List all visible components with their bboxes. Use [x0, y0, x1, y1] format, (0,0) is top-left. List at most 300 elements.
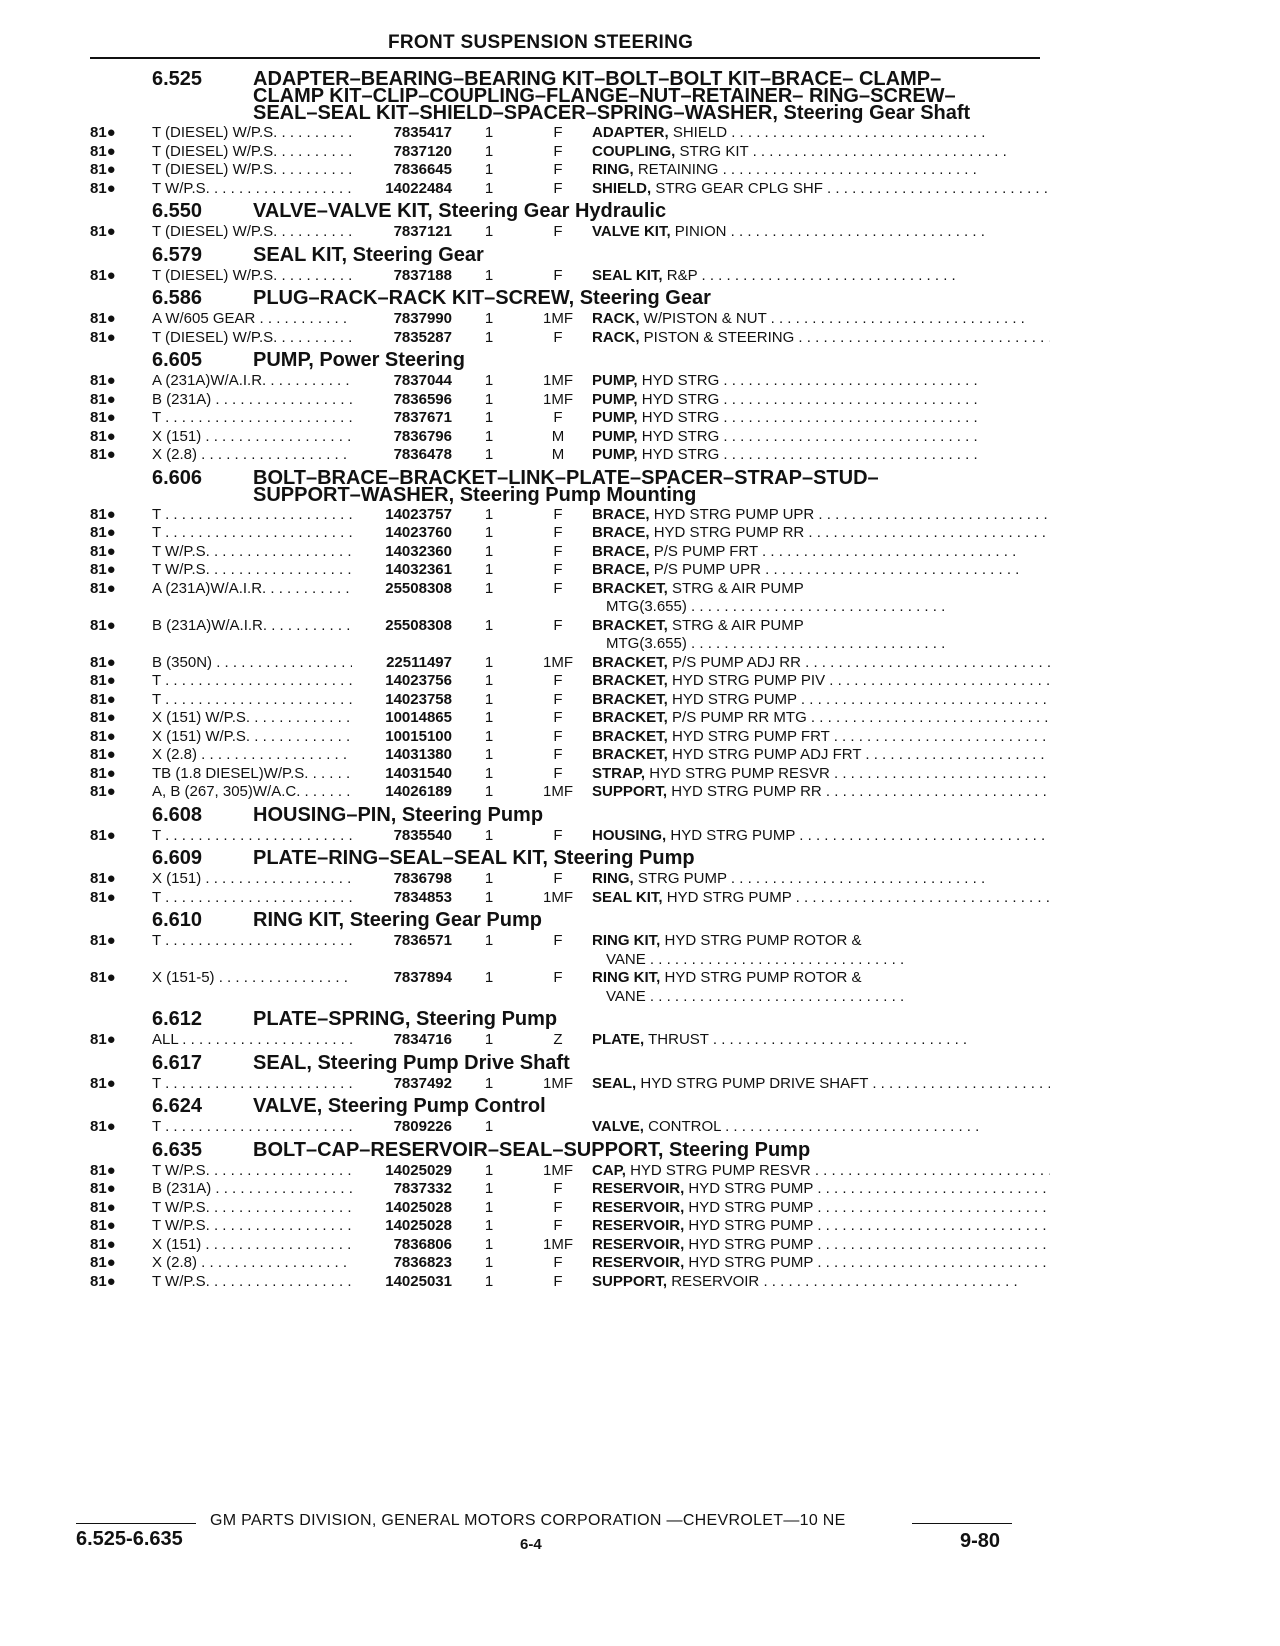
- catalog-section: [90, 848, 1050, 907]
- table-row: [90, 870, 1050, 889]
- quantity: 1: [484, 142, 494, 160]
- description-keyword: BRACE,: [592, 561, 650, 578]
- description-keyword: SHIELD,: [592, 179, 652, 197]
- section-title-desc: Steering Pump Drive Shaft: [317, 1051, 570, 1074]
- section-title-line: [253, 1008, 1050, 1030]
- section-title-desc: Power Steering: [319, 349, 465, 371]
- application: T . . .: [152, 1118, 352, 1137]
- source-code: 1MF: [543, 310, 573, 327]
- section-title-name: VALVE,: [253, 1095, 323, 1117]
- section-title-name: SUPPORT–WASHER,: [253, 483, 455, 506]
- description-line: [592, 1031, 1050, 1050]
- description-line: [592, 672, 1050, 691]
- model-year-code: 81●: [90, 409, 116, 426]
- table-row: [90, 709, 1050, 728]
- description-keyword: PUMP,: [592, 390, 638, 408]
- part-description: [592, 765, 1050, 784]
- description-text: HYD STRG PUMP RR: [653, 524, 805, 541]
- table-row: [90, 827, 1050, 846]
- description-continuation: MTG(3.655) . . .: [592, 598, 1050, 617]
- table-row: [90, 728, 1050, 747]
- part-description: [592, 1273, 1050, 1292]
- section-title: [253, 69, 1050, 122]
- description-text: THRUST: [648, 1031, 709, 1048]
- description-text: HYD STRG PUMP: [688, 1217, 814, 1234]
- source-code: F: [553, 223, 563, 240]
- source-code: F: [553, 1180, 563, 1197]
- table-row: [90, 1118, 1050, 1137]
- quantity: 1: [484, 223, 494, 240]
- part-number: 7835540: [393, 826, 452, 844]
- table-row: [90, 310, 1050, 329]
- source-code: F: [553, 616, 563, 634]
- table-row: [90, 561, 1050, 580]
- source-code: 1MF: [543, 888, 573, 906]
- description-text: HYD STRG PUMP: [688, 1198, 814, 1216]
- quantity: 1: [484, 524, 494, 541]
- part-description: [592, 969, 1050, 1006]
- part-description: [592, 506, 1050, 525]
- model-year-code: 81●: [90, 1272, 116, 1290]
- description-text: HYD STRG PUMP ROTOR &: [664, 969, 862, 986]
- description-line: [592, 746, 1050, 765]
- catalog-section: [90, 1009, 1050, 1050]
- part-number: 7836645: [393, 161, 452, 178]
- part-description: [592, 580, 1050, 617]
- table-row: [90, 969, 1050, 1006]
- table-row: [90, 446, 1050, 465]
- source-code: F: [553, 690, 563, 708]
- source-code: 1MF: [543, 1161, 573, 1179]
- table-row: [90, 1254, 1050, 1273]
- description-keyword: SEAL KIT,: [592, 888, 663, 906]
- application: T W/P.S. . . .: [152, 1162, 352, 1181]
- description-text: R&P: [666, 266, 698, 284]
- part-description: [592, 372, 1050, 391]
- footer-date-code: 9-80: [960, 1530, 1001, 1552]
- model-year-code: 81●: [90, 969, 116, 986]
- section-title-name: HOUSING–PIN,: [253, 803, 397, 826]
- application: X (2.8) . . .: [152, 1254, 352, 1273]
- part-number: 7837120: [393, 142, 452, 160]
- model-year-code: 81●: [90, 1074, 116, 1092]
- application: T (DIESEL) W/P.S. . . .: [152, 161, 352, 180]
- description-keyword: SUPPORT,: [592, 783, 668, 800]
- source-code: F: [553, 266, 563, 284]
- description-line: [592, 267, 1050, 286]
- quantity: 1: [484, 328, 494, 346]
- table-row: [90, 765, 1050, 784]
- quantity: 1: [484, 653, 494, 671]
- description-line: [592, 372, 1050, 391]
- model-year-code: 81●: [90, 223, 116, 240]
- application: T . . .: [152, 506, 352, 525]
- source-code: F: [553, 124, 563, 141]
- part-description: [592, 617, 1050, 654]
- part-number: 14031540: [385, 764, 452, 782]
- page-title: FRONT SUSPENSION STEERING: [388, 32, 694, 53]
- source-code: F: [553, 727, 563, 745]
- source-code: F: [553, 561, 563, 578]
- description-text: HYD STRG PUMP ROTOR &: [664, 932, 862, 949]
- section-title: [253, 1140, 1050, 1159]
- quantity: 1: [484, 764, 494, 782]
- section-title-desc: Steering Pump: [416, 1008, 558, 1030]
- description-keyword: BRACKET,: [592, 727, 668, 745]
- quantity: 1: [484, 409, 494, 426]
- description-text: HYD STRG: [641, 427, 720, 445]
- quantity: 1: [484, 266, 494, 284]
- section-title-name: PLUG–RACK–RACK KIT–SCREW,: [253, 287, 575, 309]
- quantity: 1: [484, 1161, 494, 1179]
- description-keyword: CAP,: [592, 1161, 626, 1179]
- section-title-desc: Steering Pump: [553, 847, 695, 869]
- part-description: [592, 428, 1050, 447]
- table-row: [90, 691, 1050, 710]
- part-description: [592, 267, 1050, 286]
- section-title-line: [253, 909, 1050, 931]
- description-keyword: PUMP,: [592, 446, 638, 463]
- source-code: F: [553, 1217, 563, 1234]
- catalog-section: [90, 201, 1050, 242]
- part-description: [592, 1118, 1050, 1137]
- application: A (231A)W/A.I.R. . . .: [152, 372, 352, 391]
- description-keyword: HOUSING,: [592, 826, 667, 844]
- model-year-code: 81●: [90, 161, 116, 178]
- source-code: F: [553, 142, 563, 160]
- part-description: [592, 1162, 1050, 1181]
- description-text: HYD STRG PUMP RESVR: [630, 1161, 811, 1179]
- part-number: 14023757: [385, 505, 452, 523]
- catalog-section: [90, 910, 1050, 1006]
- description-keyword: BRACE,: [592, 505, 650, 523]
- description-line: [592, 1236, 1050, 1255]
- table-row: [90, 524, 1050, 543]
- source-code: F: [553, 746, 563, 763]
- description-text: HYD STRG PUMP: [688, 1235, 814, 1253]
- part-number: 25508308: [385, 579, 452, 597]
- description-line: [592, 446, 1050, 465]
- section-title-name: SEAL KIT,: [253, 243, 348, 266]
- model-year-code: 81●: [90, 690, 116, 708]
- table-row: [90, 1075, 1050, 1094]
- description-text: RESERVOIR: [671, 1272, 760, 1290]
- description-line: [592, 1162, 1050, 1181]
- source-code: F: [553, 524, 563, 541]
- table-row: [90, 783, 1050, 802]
- table-row: [90, 1273, 1050, 1292]
- source-code: 1MF: [543, 1235, 573, 1253]
- application: T (DIESEL) W/P.S. . . .: [152, 124, 352, 143]
- model-year-code: 81●: [90, 783, 116, 800]
- section-number: 6.610: [152, 909, 203, 931]
- part-number: 7837492: [393, 1074, 452, 1092]
- description-keyword: BRACKET,: [592, 690, 668, 708]
- table-row: [90, 409, 1050, 428]
- description-line: [592, 889, 1050, 908]
- model-year-code: 81●: [90, 561, 116, 578]
- quantity: 1: [484, 672, 494, 689]
- model-year-code: 81●: [90, 764, 116, 782]
- part-number: 7836571: [393, 932, 452, 949]
- application: T . . .: [152, 827, 352, 846]
- description-line: [592, 180, 1050, 199]
- table-row: [90, 1199, 1050, 1218]
- part-description: [592, 329, 1050, 348]
- part-number: 14023760: [385, 524, 452, 541]
- part-number: 7836796: [393, 427, 452, 445]
- quantity: 1: [484, 888, 494, 906]
- quantity: 1: [484, 561, 494, 578]
- description-text: HYD STRG PUMP: [672, 690, 797, 708]
- application: A, B (267, 305)W/A.C. . . .: [152, 783, 352, 802]
- description-line: [592, 391, 1050, 410]
- section-title: [253, 848, 1050, 867]
- description-keyword: SUPPORT,: [592, 1272, 668, 1290]
- section-number: 6.608: [152, 803, 203, 826]
- quantity: 1: [484, 690, 494, 708]
- description-text: P/S PUMP UPR: [653, 561, 761, 578]
- part-number: 10015100: [385, 727, 452, 745]
- quantity: 1: [484, 161, 494, 178]
- model-year-code: 81●: [90, 826, 116, 844]
- section-header: [90, 805, 1050, 825]
- description-keyword: VALVE KIT,: [592, 223, 671, 240]
- section-title-line: [253, 847, 1050, 869]
- description-keyword: RACK,: [592, 328, 640, 346]
- model-year-code: 81●: [90, 1031, 116, 1048]
- description-continuation: VANE . . .: [592, 951, 1050, 970]
- source-code: F: [553, 409, 563, 426]
- part-description: [592, 709, 1050, 728]
- model-year-code: 81●: [90, 709, 116, 726]
- section-title: [253, 1096, 1050, 1115]
- description-text: HYD STRG PUMP DRIVE SHAFT: [640, 1074, 869, 1092]
- application: T . . .: [152, 524, 352, 543]
- section-title: [253, 910, 1050, 929]
- description-line: [592, 1180, 1050, 1199]
- footer-page-number: 6-4: [520, 1536, 542, 1553]
- source-code: F: [553, 328, 563, 346]
- section-title-desc: Steering Pump: [669, 1138, 811, 1161]
- part-description: [592, 672, 1050, 691]
- section-title: [253, 201, 1050, 220]
- table-row: [90, 1236, 1050, 1255]
- section-title-line: [253, 1095, 1050, 1117]
- part-number: 14026189: [385, 783, 452, 800]
- quantity: 1: [484, 616, 494, 634]
- part-description: [592, 223, 1050, 242]
- model-year-code: 81●: [90, 1198, 116, 1216]
- application: B (350N) . . .: [152, 654, 352, 673]
- description-text: W/PISTON & NUT: [643, 310, 767, 327]
- application: T (DIESEL) W/P.S. . . .: [152, 223, 352, 242]
- source-code: F: [553, 870, 563, 887]
- section-number: 6.617: [152, 1051, 203, 1074]
- quantity: 1: [484, 372, 494, 389]
- table-row: [90, 124, 1050, 143]
- model-year-code: 81●: [90, 328, 116, 346]
- footer-rule-right: [912, 1523, 1012, 1524]
- application: TB (1.8 DIESEL)W/P.S. . . .: [152, 765, 352, 784]
- quantity: 1: [484, 727, 494, 745]
- quantity: 1: [484, 446, 494, 463]
- description-text: P/S PUMP RR MTG: [672, 709, 807, 726]
- section-number: 6.525: [152, 68, 203, 90]
- section-title-desc: Steering Gear Pump: [349, 909, 542, 931]
- application: X (2.8) . . .: [152, 746, 352, 765]
- description-text: HYD STRG PUMP PIV: [672, 672, 826, 689]
- quantity: 1: [484, 870, 494, 887]
- description-line: [592, 827, 1050, 846]
- table-row: [90, 1180, 1050, 1199]
- model-year-code: 81●: [90, 446, 116, 463]
- description-line: [592, 1273, 1050, 1292]
- section-title: [253, 468, 1050, 504]
- model-year-code: 81●: [90, 1217, 116, 1234]
- section-title-line: [253, 243, 1050, 266]
- application: B (231A) . . .: [152, 391, 352, 410]
- description-text: HYD STRG PUMP: [666, 888, 792, 906]
- description-keyword: BRACE,: [592, 524, 650, 541]
- model-year-code: 81●: [90, 1180, 116, 1197]
- model-year-code: 81●: [90, 179, 116, 197]
- section-title: [253, 1009, 1050, 1028]
- description-keyword: PUMP,: [592, 427, 638, 445]
- section-number: 6.609: [152, 847, 203, 869]
- description-keyword: RING,: [592, 870, 634, 887]
- quantity: 1: [484, 542, 494, 560]
- source-code: F: [553, 1272, 563, 1290]
- description-line: [592, 223, 1050, 242]
- table-row: [90, 746, 1050, 765]
- table-row: [90, 161, 1050, 180]
- section-title-line: [253, 200, 1050, 222]
- model-year-code: 81●: [90, 579, 116, 597]
- part-number: 14023756: [385, 672, 452, 689]
- section-header: [90, 245, 1050, 265]
- description-continuation: VANE . . .: [592, 988, 1050, 1007]
- model-year-code: 81●: [90, 746, 116, 763]
- table-row: [90, 580, 1050, 617]
- description-keyword: PUMP,: [592, 372, 638, 389]
- part-description: [592, 1075, 1050, 1094]
- quantity: 1: [484, 579, 494, 597]
- title-rule: [90, 57, 1040, 59]
- section-header: [90, 288, 1050, 308]
- model-year-code: 81●: [90, 310, 116, 327]
- part-number: 7834853: [393, 888, 452, 906]
- description-text: STRG GEAR CPLG SHF: [655, 179, 823, 197]
- description-line: [592, 691, 1050, 710]
- section-title-name: PLATE–SPRING,: [253, 1008, 411, 1030]
- application: T W/P.S. . . .: [152, 543, 352, 562]
- description-keyword: RESERVOIR,: [592, 1235, 685, 1253]
- section-title: [253, 245, 1050, 264]
- part-number: 7837044: [393, 372, 452, 389]
- description-keyword: SEAL KIT,: [592, 266, 663, 284]
- description-line: [592, 409, 1050, 428]
- description-keyword: RACK,: [592, 310, 640, 327]
- part-number: 14031380: [385, 746, 452, 763]
- source-code: M: [551, 446, 565, 463]
- quantity: 1: [484, 1074, 494, 1092]
- source-code: 1MF: [543, 653, 573, 671]
- description-text: HYD STRG PUMP FRT: [672, 727, 830, 745]
- quantity: 1: [484, 310, 494, 327]
- part-description: [592, 143, 1050, 162]
- application: T (DIESEL) W/P.S. . . .: [152, 329, 352, 348]
- model-year-code: 81●: [90, 390, 116, 408]
- table-row: [90, 889, 1050, 908]
- quantity: 1: [484, 124, 494, 141]
- model-year-code: 81●: [90, 542, 116, 560]
- part-description: [592, 446, 1050, 465]
- description-keyword: BRACKET,: [592, 672, 668, 689]
- table-row: [90, 329, 1050, 348]
- part-number: 14032361: [385, 561, 452, 578]
- section-header: [90, 848, 1050, 868]
- description-text: HYD STRG PUMP: [670, 826, 796, 844]
- quantity: 1: [484, 746, 494, 763]
- application: T . . .: [152, 672, 352, 691]
- part-description: [592, 932, 1050, 969]
- description-text: CONTROL: [648, 1118, 721, 1135]
- section-number: 6.550: [152, 200, 203, 222]
- model-year-code: 81●: [90, 524, 116, 541]
- section-title-name: SEAL–SEAL KIT–SHIELD–SPACER–SPRING–WASHER,: [253, 102, 778, 124]
- section-title-line: [253, 803, 1050, 826]
- table-row: [90, 428, 1050, 447]
- description-line: [592, 1075, 1050, 1094]
- section-header: [90, 910, 1050, 930]
- quantity: 1: [484, 1118, 494, 1135]
- model-year-code: 81●: [90, 266, 116, 284]
- section-header: [90, 1009, 1050, 1029]
- application: T W/P.S. . . .: [152, 1217, 352, 1236]
- description-text: STRG & AIR PUMP: [672, 616, 804, 634]
- part-description: [592, 310, 1050, 329]
- section-number: 6.635: [152, 1138, 203, 1161]
- part-description: [592, 728, 1050, 747]
- description-line: [592, 728, 1050, 747]
- section-title-name: ADAPTER–BEARING–BEARING KIT–BOLT–BOLT KIT–BRACE– CLAMP–: [253, 68, 942, 90]
- description-line: [592, 143, 1050, 162]
- part-description: [592, 691, 1050, 710]
- source-code: 1MF: [543, 372, 573, 389]
- source-code: F: [553, 179, 563, 197]
- description-line: [592, 1199, 1050, 1218]
- description-line: [592, 969, 1050, 988]
- part-number: 14025031: [385, 1272, 452, 1290]
- model-year-code: 81●: [90, 616, 116, 634]
- application: A W/605 GEAR . . .: [152, 310, 352, 329]
- application: X (2.8) . . .: [152, 446, 352, 465]
- application: T . . .: [152, 691, 352, 710]
- quantity: 1: [484, 1198, 494, 1216]
- quantity: 1: [484, 1031, 494, 1048]
- section-header: [90, 201, 1050, 221]
- application: A (231A)W/A.I.R. . . .: [152, 580, 352, 599]
- part-number: 7835287: [393, 328, 452, 346]
- part-number: 7837121: [393, 223, 452, 240]
- part-number: 14025028: [385, 1217, 452, 1234]
- quantity: 1: [484, 1180, 494, 1197]
- description-keyword: RESERVOIR,: [592, 1217, 685, 1234]
- part-number: 14025029: [385, 1161, 452, 1179]
- description-keyword: ADAPTER,: [592, 124, 669, 141]
- description-line: [592, 1217, 1050, 1236]
